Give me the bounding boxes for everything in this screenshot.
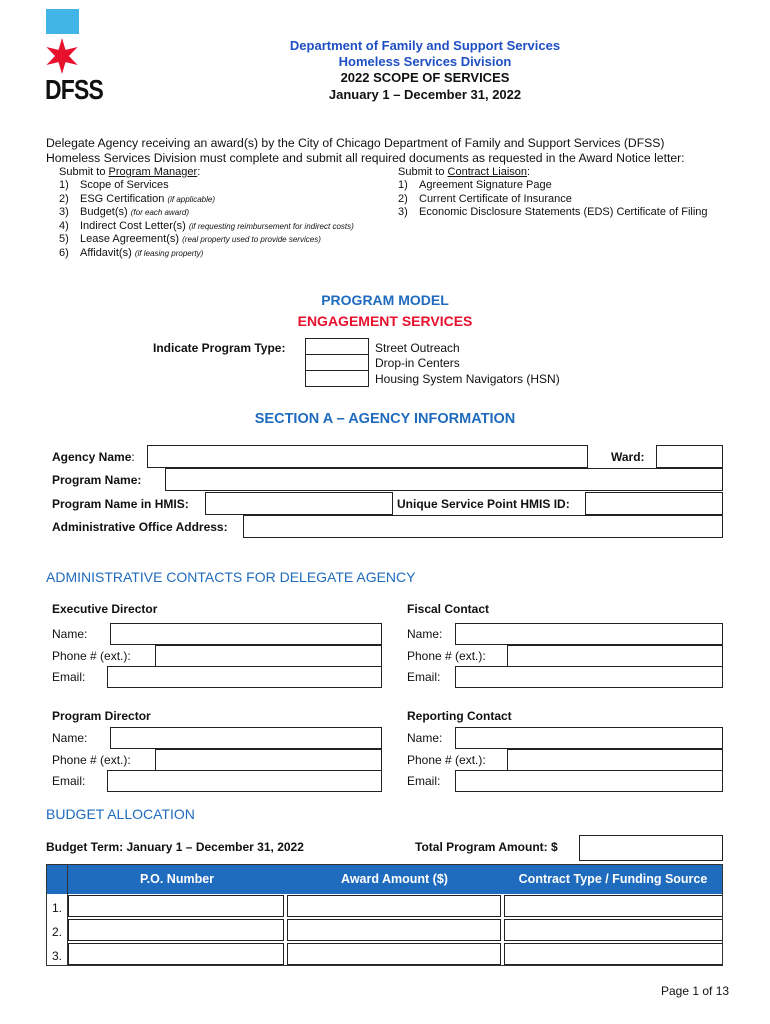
- ward-input[interactable]: [656, 445, 723, 468]
- list-item: 2) ESG Certification (if applicable): [59, 192, 216, 205]
- list-item: 3) Economic Disclosure Statements (EDS) Certificate of Filing: [398, 206, 708, 218]
- program-model-title: PROGRAM MODEL: [321, 292, 449, 308]
- fiscal-email-input[interactable]: [455, 666, 723, 688]
- fiscal-contact-heading: Fiscal Contact: [407, 602, 490, 616]
- program-type-checkbox-street-outreach[interactable]: [305, 338, 369, 355]
- program-type-checkbox-hsn[interactable]: [305, 370, 369, 387]
- total-program-amount-input[interactable]: [579, 835, 723, 861]
- exec-name-label: Name:: [52, 627, 88, 641]
- contacts-title: ADMINISTRATIVE CONTACTS FOR DELEGATE AGENCY: [46, 569, 416, 585]
- program-type-checkbox-drop-in[interactable]: [305, 354, 369, 371]
- program-director-heading: Program Director: [52, 709, 151, 723]
- hmis-id-input[interactable]: [585, 492, 723, 515]
- header-dates: January 1 – December 31, 2022: [328, 87, 522, 102]
- intro-line-2: Homeless Services Division must complete and submit all required documents as requested in the Award Notice letter:: [46, 151, 685, 165]
- list-item: 5) Lease Agreement(s) (real property used to provide services): [59, 233, 321, 245]
- rc-email-input[interactable]: [455, 770, 723, 792]
- rc-name-label: Name:: [407, 731, 443, 745]
- row-number-3: 3.: [52, 949, 63, 963]
- fiscal-name-input[interactable]: [455, 623, 723, 645]
- exec-email-label: Email:: [52, 670, 86, 684]
- budget-term: Budget Term: January 1 – December 31, 2022: [46, 840, 304, 854]
- fiscal-email-label: Email:: [407, 670, 441, 684]
- header-department: Department of Family and Support Services: [289, 38, 561, 53]
- row-number-2: 2.: [52, 925, 63, 939]
- header-division: Homeless Services Division: [338, 54, 512, 69]
- admin-address-label: Administrative Office Address:: [52, 520, 228, 534]
- logo-square: [46, 9, 79, 34]
- reporting-contact-heading: Reporting Contact: [407, 709, 512, 723]
- row-1-po-input[interactable]: [68, 895, 284, 917]
- row-3-award-input[interactable]: [287, 943, 501, 965]
- hmis-id-label: Unique Service Point HMIS ID:: [397, 497, 570, 511]
- row-1-award-input[interactable]: [287, 895, 501, 917]
- exec-name-input[interactable]: [110, 623, 382, 645]
- budget-title: BUDGET ALLOCATION: [46, 806, 195, 822]
- liaison-list: [398, 179, 708, 220]
- manager-list-heading: Submit to Program Manager:: [59, 166, 201, 178]
- fiscal-phone-input[interactable]: [507, 645, 723, 667]
- pd-phone-label: Phone # (ext.):: [52, 753, 131, 767]
- exec-email-input[interactable]: [107, 666, 382, 688]
- rc-name-input[interactable]: [455, 727, 723, 749]
- rc-email-label: Email:: [407, 774, 441, 788]
- ward-label: Ward:: [611, 450, 645, 464]
- list-item: 1) Scope of Services: [59, 179, 169, 191]
- column-award-amount: Award Amount ($): [286, 864, 503, 894]
- pd-phone-input[interactable]: [155, 749, 382, 771]
- agency-name-input[interactable]: [147, 445, 588, 468]
- logo-text: DFSS: [45, 74, 103, 105]
- hmis-program-name-label: Program Name in HMIS:: [52, 497, 189, 511]
- hmis-program-name-input[interactable]: [205, 492, 393, 515]
- agency-name-label: Agency Name:: [52, 450, 135, 464]
- column-funding-source: Contract Type / Funding Source: [503, 864, 723, 894]
- total-program-amount-label: Total Program Amount: $: [415, 840, 558, 854]
- rc-phone-input[interactable]: [507, 749, 723, 771]
- column-po-number: P.O. Number: [68, 864, 286, 894]
- program-type-label: Indicate Program Type:: [153, 341, 286, 355]
- page-number: Page 1 of 13: [661, 984, 730, 998]
- intro-line-1: Delegate Agency receiving an award(s) by the City of Chicago Department of Family and Support Services (DFSS): [46, 136, 665, 150]
- row-number-1: 1.: [52, 901, 63, 915]
- star-icon: [44, 38, 80, 74]
- exec-phone-input[interactable]: [155, 645, 382, 667]
- row-3-funding-input[interactable]: [504, 943, 723, 965]
- rc-phone-label: Phone # (ext.):: [407, 753, 486, 767]
- list-item: 3) Budget(s) (for each award): [59, 206, 190, 218]
- row-2-po-input[interactable]: [68, 919, 284, 941]
- fiscal-phone-label: Phone # (ext.):: [407, 649, 486, 663]
- header-scope: 2022 SCOPE OF SERVICES: [340, 70, 510, 85]
- program-name-input[interactable]: [165, 468, 723, 491]
- section-a-title: SECTION A – AGENCY INFORMATION: [254, 411, 516, 427]
- program-model-subtitle: ENGAGEMENT SERVICES: [297, 313, 473, 329]
- manager-list: [59, 179, 354, 260]
- executive-director-heading: Executive Director: [52, 602, 158, 616]
- program-name-label: Program Name:: [52, 473, 142, 487]
- row-2-award-input[interactable]: [287, 919, 501, 941]
- list-item: 4) Indirect Cost Letter(s) (if requesting reimbursement for indirect costs): [59, 219, 354, 232]
- row-3-po-input[interactable]: [68, 943, 284, 965]
- program-option-drop-in: Drop-in Centers: [375, 356, 460, 370]
- list-item: 6) Affidavit(s) (if leasing property): [59, 246, 204, 259]
- pd-name-input[interactable]: [110, 727, 382, 749]
- pd-email-input[interactable]: [107, 770, 382, 792]
- fiscal-name-label: Name:: [407, 627, 443, 641]
- pd-email-label: Email:: [52, 774, 86, 788]
- row-2-funding-input[interactable]: [504, 919, 723, 941]
- program-option-hsn: Housing System Navigators (HSN): [375, 372, 560, 386]
- row-1-funding-input[interactable]: [504, 895, 723, 917]
- table-divider: [67, 864, 68, 966]
- liaison-list-heading: Submit to Contract Liaison:: [398, 166, 531, 178]
- list-item: 1) Agreement Signature Page: [398, 179, 552, 191]
- pd-name-label: Name:: [52, 731, 88, 745]
- list-item: 2) Current Certificate of Insurance: [398, 192, 572, 205]
- admin-address-input[interactable]: [243, 515, 723, 538]
- exec-phone-label: Phone # (ext.):: [52, 649, 131, 663]
- program-option-street-outreach: Street Outreach: [375, 341, 460, 355]
